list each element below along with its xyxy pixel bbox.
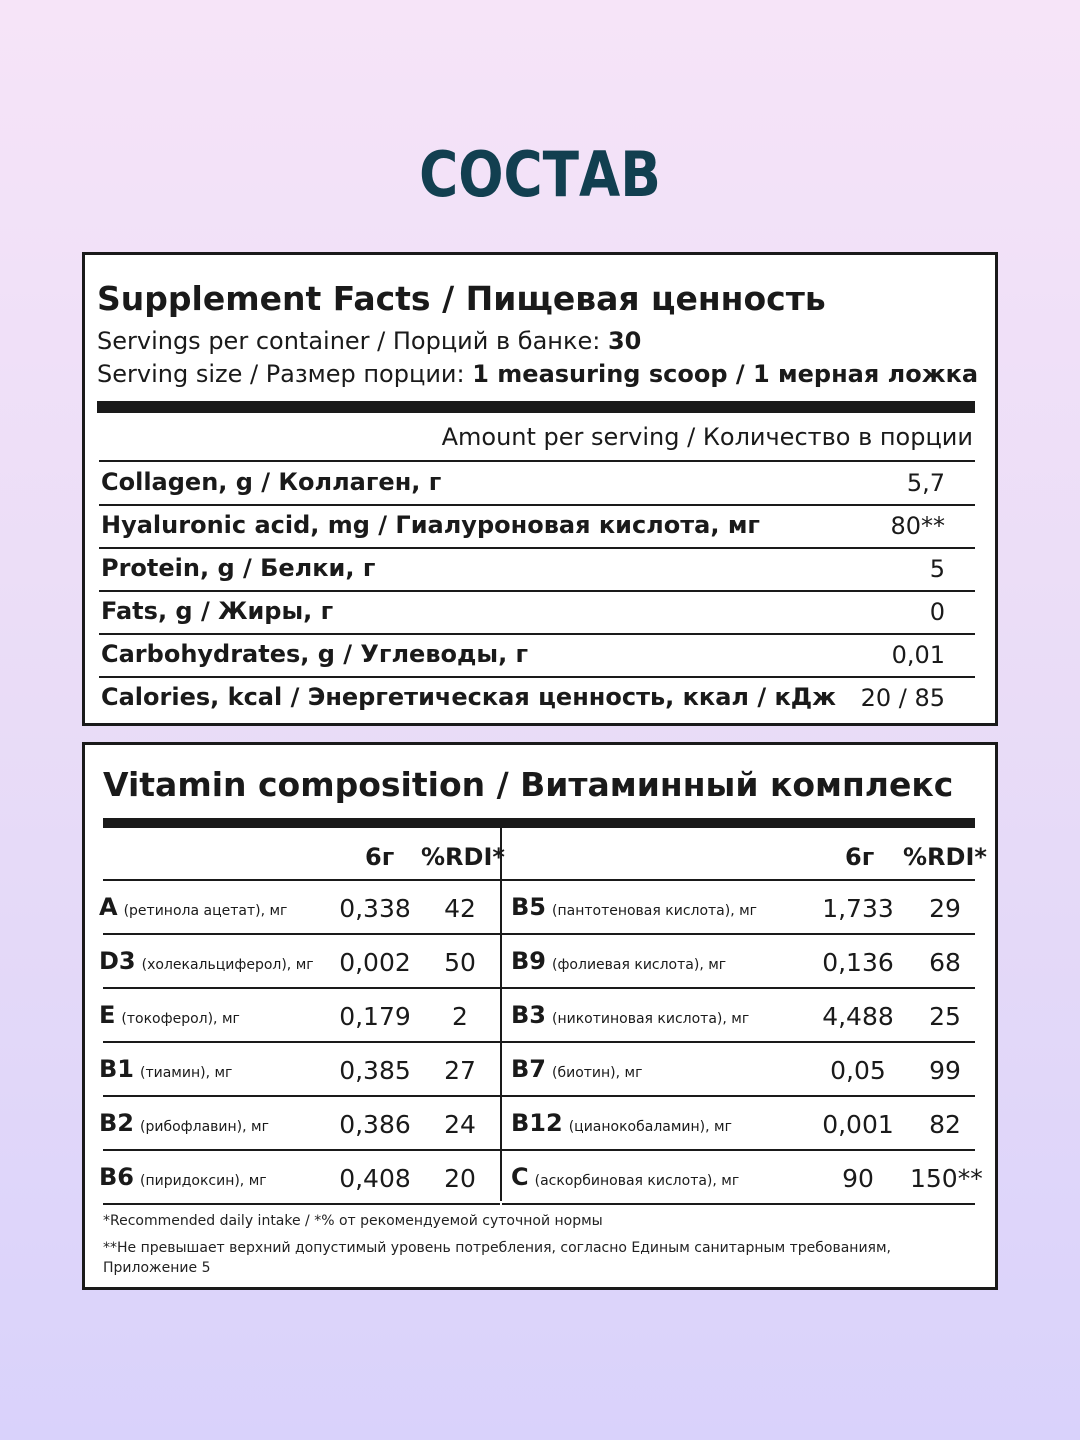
servings-per-container	[97, 327, 641, 355]
col-rdi-left: %RDI*	[421, 843, 505, 871]
vitamin-code: B2	[99, 1109, 134, 1137]
vitamin-name	[511, 893, 757, 921]
size-label: Serving size / Размер порции:	[97, 360, 465, 388]
vitamin-description: (никотиновая кислота), мг	[552, 1011, 750, 1027]
nutrient-label: Fats, g / Жиры, г	[101, 597, 334, 625]
nutrition-row	[99, 677, 975, 720]
vitamin-description: (тиамин), мг	[140, 1065, 233, 1081]
vitamin-code: B6	[99, 1163, 134, 1191]
nutrient-label: Collagen, g / Коллаген, г	[101, 468, 442, 496]
vitamin-row	[99, 1151, 499, 1205]
vitamin-row	[99, 1097, 499, 1151]
servings-value: 30	[607, 327, 642, 355]
footnote-upper-limit: **Не превышает верхний допустимый уровень потребления, согласно Единым санитарным требованиям,	[103, 1240, 891, 1256]
vitamin-description: (холекальциферол), мг	[141, 957, 314, 973]
amount-header: Amount per serving / Количество в порции	[441, 423, 973, 451]
nutrient-value: 0,01	[891, 641, 945, 669]
vitamin-name	[99, 1055, 232, 1083]
vitamin-name	[99, 1001, 240, 1029]
vitamin-amount: 0,408	[339, 1164, 411, 1193]
vitamin-description: (цианокобаламин), мг	[568, 1119, 732, 1135]
vitamin-amount: 0,05	[830, 1056, 886, 1085]
vitamin-amount: 0,386	[339, 1110, 411, 1139]
nutrition-row	[99, 548, 975, 591]
nutrition-row	[99, 634, 975, 677]
facts-heading: Supplement Facts / Пищевая ценность	[97, 279, 826, 318]
vitamin-name	[99, 893, 287, 921]
vitamin-name	[99, 947, 314, 975]
nutrient-value: 80**	[890, 512, 945, 540]
vitamin-description: (токоферол), мг	[121, 1011, 240, 1027]
vitamin-description: (пиридоксин), мг	[140, 1173, 267, 1189]
vitamin-amount: 0,002	[339, 948, 411, 977]
vitamin-rdi: 99	[929, 1056, 961, 1085]
vitamin-name	[99, 1163, 267, 1191]
footnote-appendix: Приложение 5	[103, 1260, 211, 1276]
nutrient-label: Calories, kcal / Энергетическая ценность, ккал / кДж	[101, 683, 837, 711]
vitamin-description: (аскорбиновая кислота), мг	[534, 1173, 740, 1189]
vitamin-code: B7	[511, 1055, 546, 1083]
vitamin-rdi: 2	[452, 1002, 468, 1031]
vitamin-description: (пантотеновая кислота), мг	[552, 903, 758, 919]
vitamin-code: C	[511, 1163, 529, 1191]
vitamin-composition-panel	[82, 742, 998, 1290]
vitamin-name	[511, 1001, 749, 1029]
vitamin-amount: 1,733	[822, 894, 894, 923]
supplement-facts-panel	[82, 252, 998, 726]
size-value: 1 measuring scoop / 1 мерная ложка	[472, 360, 979, 388]
vitamin-row	[511, 935, 973, 989]
vitamin-row	[99, 1043, 499, 1097]
vitamin-name	[511, 947, 726, 975]
nutrient-label: Hyaluronic acid, mg / Гиалуроновая кислота, мг	[101, 511, 760, 539]
nutrition-row	[99, 462, 975, 505]
nutrient-label: Carbohydrates, g / Углеводы, г	[101, 640, 529, 668]
vitamin-amount: 0,001	[822, 1110, 894, 1139]
vitamin-rdi: 150**	[910, 1164, 983, 1193]
vitamin-code: B12	[511, 1109, 563, 1137]
vitamin-rdi: 68	[929, 948, 961, 977]
vitamin-code: D3	[99, 947, 136, 975]
vitamin-rdi: 42	[444, 894, 476, 923]
vitamin-row	[511, 1043, 973, 1097]
vitamin-amount: 0,179	[339, 1002, 411, 1031]
row-divider	[502, 1203, 975, 1205]
vitamin-code: B3	[511, 1001, 546, 1029]
col-amount-left: 6г	[365, 843, 395, 871]
vitamin-name	[511, 1109, 732, 1137]
vitamin-name	[511, 1055, 642, 1083]
vitamin-row	[99, 989, 499, 1043]
nutrient-value: 5,7	[906, 469, 945, 497]
vitamin-name	[511, 1163, 739, 1191]
vitamin-row	[511, 1097, 973, 1151]
vitamin-rdi: 50	[444, 948, 476, 977]
col-amount-right: 6г	[845, 843, 875, 871]
nutrition-row	[99, 505, 975, 548]
vitamin-rdi: 27	[444, 1056, 476, 1085]
vitamin-rdi: 24	[444, 1110, 476, 1139]
vitamin-description: (биотин), мг	[552, 1065, 643, 1081]
vitamin-rdi: 20	[444, 1164, 476, 1193]
vitamin-amount: 4,488	[822, 1002, 894, 1031]
servings-label: Servings per container / Порций в банке:	[97, 327, 601, 355]
vitamin-row	[511, 881, 973, 935]
nutrient-value: 0	[929, 598, 945, 626]
footnote-rdi: *Recommended daily intake / *% от рекомендуемой суточной нормы	[103, 1213, 603, 1229]
vitamin-code: B1	[99, 1055, 134, 1083]
nutrition-row	[99, 591, 975, 634]
vitamin-description: (фолиевая кислота), мг	[552, 957, 727, 973]
vitamin-row	[99, 935, 499, 989]
vitamin-row	[99, 881, 499, 935]
vitamin-heading: Vitamin composition / Витаминный комплекс	[103, 765, 954, 804]
col-rdi-right: %RDI*	[903, 843, 987, 871]
vitamin-rdi: 25	[929, 1002, 961, 1031]
nutrient-value: 5	[929, 555, 945, 583]
thick-divider	[97, 401, 975, 413]
vitamin-amount: 0,136	[822, 948, 894, 977]
serving-size	[97, 360, 978, 388]
vitamin-code: E	[99, 1001, 116, 1029]
vitamin-rdi: 82	[929, 1110, 961, 1139]
vitamin-row	[511, 989, 973, 1043]
vitamin-amount: 0,338	[339, 894, 411, 923]
vitamin-amount: 0,385	[339, 1056, 411, 1085]
vitamin-code: B9	[511, 947, 546, 975]
vitamin-amount: 90	[842, 1164, 874, 1193]
row-divider	[103, 1203, 500, 1205]
nutrient-value: 20 / 85	[860, 684, 945, 712]
vitamin-code: B5	[511, 893, 546, 921]
nutrient-label: Protein, g / Белки, г	[101, 554, 376, 582]
column-divider	[500, 828, 502, 1201]
vitamin-name	[99, 1109, 269, 1137]
page-title: СОСТАВ	[419, 138, 661, 211]
vitamin-description: (ретинола ацетат), мг	[123, 903, 288, 919]
thick-divider	[103, 818, 975, 828]
vitamin-description: (рибофлавин), мг	[140, 1119, 269, 1135]
vitamin-rdi: 29	[929, 894, 961, 923]
vitamin-row	[511, 1151, 983, 1205]
vitamin-code: A	[99, 893, 118, 921]
